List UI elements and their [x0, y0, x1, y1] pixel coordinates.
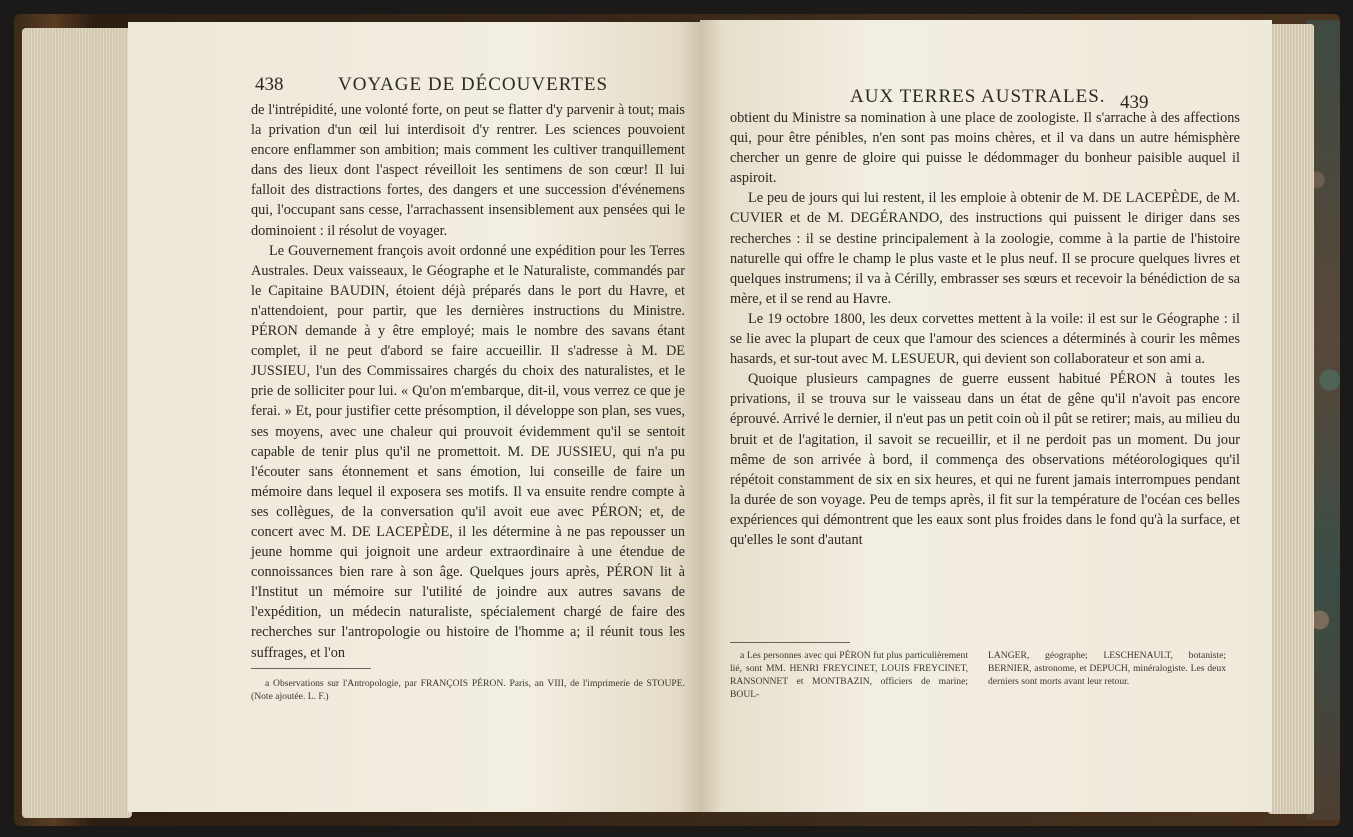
footnote: a Observations sur l'Antropologie, par FRANÇOIS PÉRON. Paris, an VIII, de l'imprimerie de STOUPE. (Note ajoutée. L. F.): [251, 678, 685, 702]
footnote-column: a Les personnes avec qui PÉRON fut plus particulièrement lié, sont MM. HENRI FREYCINET, LOUIS FREYCINET, RANSONNET et MONTBAZIN, officiers de marine; BOUL-: [730, 650, 968, 700]
paragraph: obtient du Ministre sa nomination à une place de zoologiste. Il s'arrache à des affections qui, pour être pénibles, n'en sont pas moins chères, et il va dans un autre hémisphère chercher un genre de gloire qui puisse le dédommager du bonheur paisible auquel il aspiroit.: [730, 110, 1240, 187]
page-number: 438: [255, 74, 284, 95]
page-number: 439: [1120, 92, 1149, 113]
paragraph: Le peu de jours qui lui restent, il les emploie à obtenir de M. DE LACEPÈDE, de M. CUVIER et de M. DEGÉRANDO, des instructions qui puissent le diriger dans ses recherches : il se destine principalement à la zoologie, comme à la partie de l'histoire naturelle qui offre le champ le plus vaste et le plus neuf. Il se procure quelques livres et quelques instrumens; il va à Cérilly, embrasser ses sœurs et recevoir la bénédiction de sa mère, et il se rend au Havre.: [730, 190, 1240, 307]
body-text: [730, 108, 1240, 550]
footnote-divider: [730, 642, 850, 643]
footnote-column: LANGER, géographe; LESCHENAULT, botaniste; BERNIER, astronome, et DEPUCH, minéralogiste. Les deux derniers sont morts avant leur retour.: [988, 650, 1226, 687]
left-page: [128, 22, 700, 812]
paragraph: Le Gouvernement françois avoit ordonné une expédition pour les Terres Australes. Deux vaisseaux, le Géographe et le Naturaliste, commandés par le Capitaine BAUDIN, étoient déjà préparés dans le port du Havre, et n'attendoient, pour partir, que les dernières instructions du Ministre. PÉRON demande à y être employé; mais le nombre des savans étant complet, il ne peut d'abord se faire accueillir. Il s'adresse à M. DE JUSSIEU, l'un des Commissaires chargés du choix des naturalistes, et le prie de solliciter pour lui. « Qu'on m'embarque, dit-il, vous verrez ce que je ferai. » Et, pour justifier cette présomption, il développe son plan, ses vues, ses moyens, avec une chaleur qui prouvoit évidemment qu'il se sentoit capable de tenir plus qu'il ne promettoit. M. DE JUSSIEU, qui n'a pu l'écouter sans étonnement et sans émotion, lui conseille de faire un mémoire dans lequel il exposera ses motifs. Il va ensuite rendre compte à ses collègues, de la conversation qu'il avoit eue avec PÉRON; et, de concert avec M. DE LACEPÈDE, il les détermine à ne pas repousser un jeune homme qui joignoit une ardeur extraordinaire à une étendue de connoissances bien rare à son âge. Quelques jours après, PÉRON lit à l'Institut un mémoire sur l'utilité de joindre aux autres savans de l'expédition, un médecin naturaliste, spécialement chargé de faire des recherches sur l'antropologie ou histoire de l'homme a; il réunit tous les suffrages, et l'on: [251, 242, 685, 661]
footnote-divider: [251, 668, 371, 669]
running-head: VOYAGE DE DÉCOUVERTES: [338, 74, 609, 95]
paragraph: Le 19 octobre 1800, les deux corvettes mettent à la voile: il est sur le Géographe : il se lie avec la plupart de ceux que l'amour des sciences a déterminés à courir les mêmes hasards, et sur-tout avec M. LESUEUR, qui devient son collaborateur et son ami a.: [730, 310, 1240, 368]
body-text: [251, 100, 685, 663]
running-head: AUX TERRES AUSTRALES.: [850, 86, 1106, 107]
right-page-edges: [1268, 24, 1314, 814]
paragraph: de l'intrépidité, une volonté forte, on peut se flatter d'y parvenir à tout; mais la privation d'un œil lui interdisoit d'y rentrer. Les sciences pouvoient encore enflammer son ambition; mais comment les cultiver tranquillement dans des lieux dont l'aspect réveilloit les sentimens de son cœur! Il lui falloit des distractions fortes, des dangers et une succession d'événemens qui, l'occupant sans cesse, l'arrachassent insensiblement aux pensées qui le dominoient : il résolut de voyager.: [251, 102, 685, 239]
paragraph: Quoique plusieurs campagnes de guerre eussent habitué PÉRON à toutes les privations, il se trouva sur le vaisseau dans un état de gêne qu'il n'avoit pas encore éprouvé. Arrivé le dernier, il n'eut pas un petit coin où il pût se retirer; mais, au milieu du bruit et de l'agitation, il savoit se recueillir, et il ne perdoit pas un moment. Du jour même de son arrivée à bord, il commença des observations météorologiques qu'il répétoit constamment de six en six heures, et qui ne furent jamais interrompues pendant la durée de son voyage. Peu de temps après, il fit sur la température de l'océan ces belles expériences qui démontrent que les eaux sont plus froides dans le fond qu'à la surface, et qu'elles le sont d'autant: [730, 371, 1240, 548]
right-page: [700, 20, 1272, 812]
left-page-edges: [22, 28, 132, 818]
